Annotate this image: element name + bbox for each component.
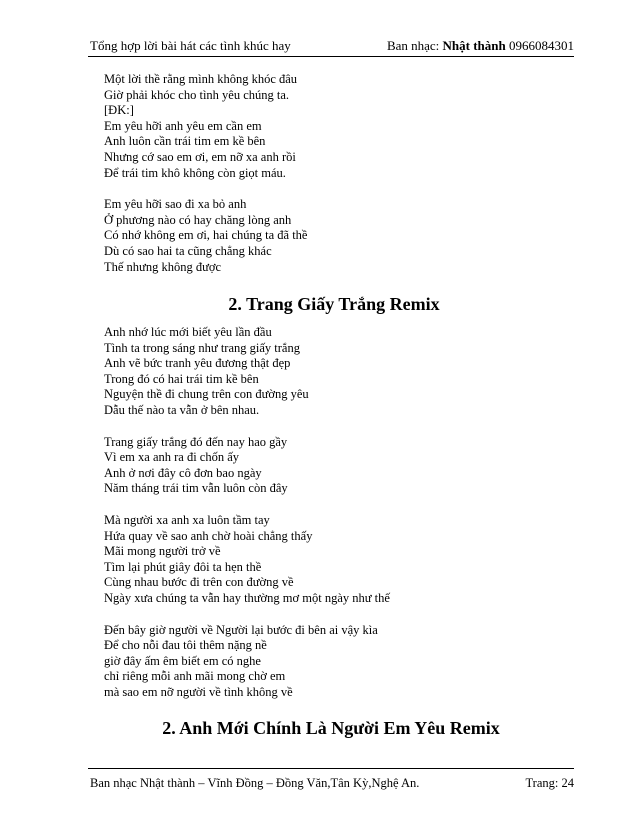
stanza <box>104 72 564 181</box>
stanza-gap <box>104 181 564 197</box>
lyric-line: Ngày xưa chúng ta vẫn hay thường mơ một ngày như thế <box>104 590 390 605</box>
header-band-name: Nhật thành <box>442 38 506 53</box>
lyric-line: Trang giấy trắng đó đến nay hao gầy <box>104 434 288 449</box>
header-band-prefix: Ban nhạc: <box>386 38 443 53</box>
lyrics-block-1 <box>104 72 564 275</box>
lyric-line: Có nhớ không em ơi, hai chúng ta đã thề <box>104 228 308 243</box>
lyric-line: Một lời thề rằng mình không khóc đâu <box>104 72 298 86</box>
footer-address: Ban nhạc Nhật thành – Vĩnh Đồng – Đồng Văn,Tân Kỳ,Nghệ An. <box>90 776 420 790</box>
song-title-trang-giay-trang: 2. Trang Giấy Trắng Remix <box>228 294 440 314</box>
lyric-line: Anh nhớ lúc mới biết yêu lần đầu <box>104 325 272 339</box>
lyric-line: Hứa quay về sao anh chờ hoài chẳng thấy <box>104 528 313 543</box>
lyric-line: Thế nhưng không được <box>104 259 222 274</box>
lyric-line: Mãi mong người trở về <box>104 544 221 559</box>
lyric-line: Ở phương nào có hay chăng lòng anh <box>104 212 292 227</box>
lyric-line: Để cho nỗi đau tôi thêm nặng nề <box>104 638 267 653</box>
lyric-line: Vì em xa anh ra đi chốn ấy <box>104 450 240 465</box>
lyric-line: Mà người xa anh xa luôn tầm tay <box>104 512 270 527</box>
stanza <box>104 623 564 701</box>
lyrics-block-2 <box>104 325 564 700</box>
lyric-line: Tìm lại phút giây đôi ta hẹn thề <box>104 559 262 574</box>
lyric-line: Em yêu hỡi sao đi xa bỏ anh <box>104 197 247 212</box>
stanza-gap <box>104 607 564 623</box>
lyric-line: mà sao em nỡ người về tình không về <box>104 684 293 699</box>
lyric-line: Cùng nhau bước đi trên con đường về <box>104 575 294 590</box>
stanza <box>104 435 564 497</box>
header-title: Tổng hợp lời bài hát các tình khúc hay <box>90 38 291 53</box>
lyric-line: Dù có sao hai ta cũng chẳng khác <box>104 243 272 258</box>
lyric-line: Nguyện thề đi chung trên con đường yêu <box>104 387 309 402</box>
page-footer <box>88 768 574 795</box>
lyric-line: Dẫu thế nào ta vẫn ở bên nhau. <box>104 402 260 417</box>
lyric-line: Em yêu hỡi anh yêu em cần em <box>104 118 262 133</box>
lyric-line: Năm tháng trái tim vẫn luôn còn đây <box>104 481 288 496</box>
page-number: Trang: 24 <box>525 776 574 790</box>
stanza-gap <box>104 497 564 513</box>
header-band-info <box>387 36 574 56</box>
lyric-line: Trong đó có hai trái tim kề bên <box>104 371 259 386</box>
lyric-line: Anh luôn cần trái tim em kề bên <box>104 134 266 149</box>
lyric-line: Nhưng cớ sao em ơi, em nỡ xa anh rồi <box>104 149 296 164</box>
lyric-line: giờ đây ấm êm biết em có nghe <box>104 653 261 668</box>
stanza <box>104 513 564 607</box>
lyric-line: chỉ riêng mỗi anh mãi mong chờ em <box>104 669 286 684</box>
stanza <box>104 197 564 275</box>
lyric-line: Tình ta trong sáng như trang giấy trắng <box>104 340 300 355</box>
lyric-line: Đến bây giờ người về Người lại bước đi bên ai vậy kìa <box>104 622 378 637</box>
song-title-anh-moi-chinh-la-nguoi-em-yeu: 2. Anh Mới Chính Là Người Em Yêu Remix <box>162 718 500 738</box>
lyric-line: Anh ở nơi đây cô đơn bao ngày <box>104 465 262 480</box>
stanza <box>104 325 564 419</box>
lyric-line: [ĐK:] <box>104 103 134 118</box>
lyric-line: Để trái tim khô không còn giọt máu. <box>104 165 286 180</box>
stanza-gap <box>104 419 564 435</box>
page-header <box>88 36 574 57</box>
lyric-line: Giờ phải khóc cho tình yêu chúng ta. <box>104 87 290 102</box>
lyric-line: Anh vẽ bức tranh yêu đương thật đẹp <box>104 356 291 371</box>
header-phone: 0966084301 <box>505 38 574 53</box>
